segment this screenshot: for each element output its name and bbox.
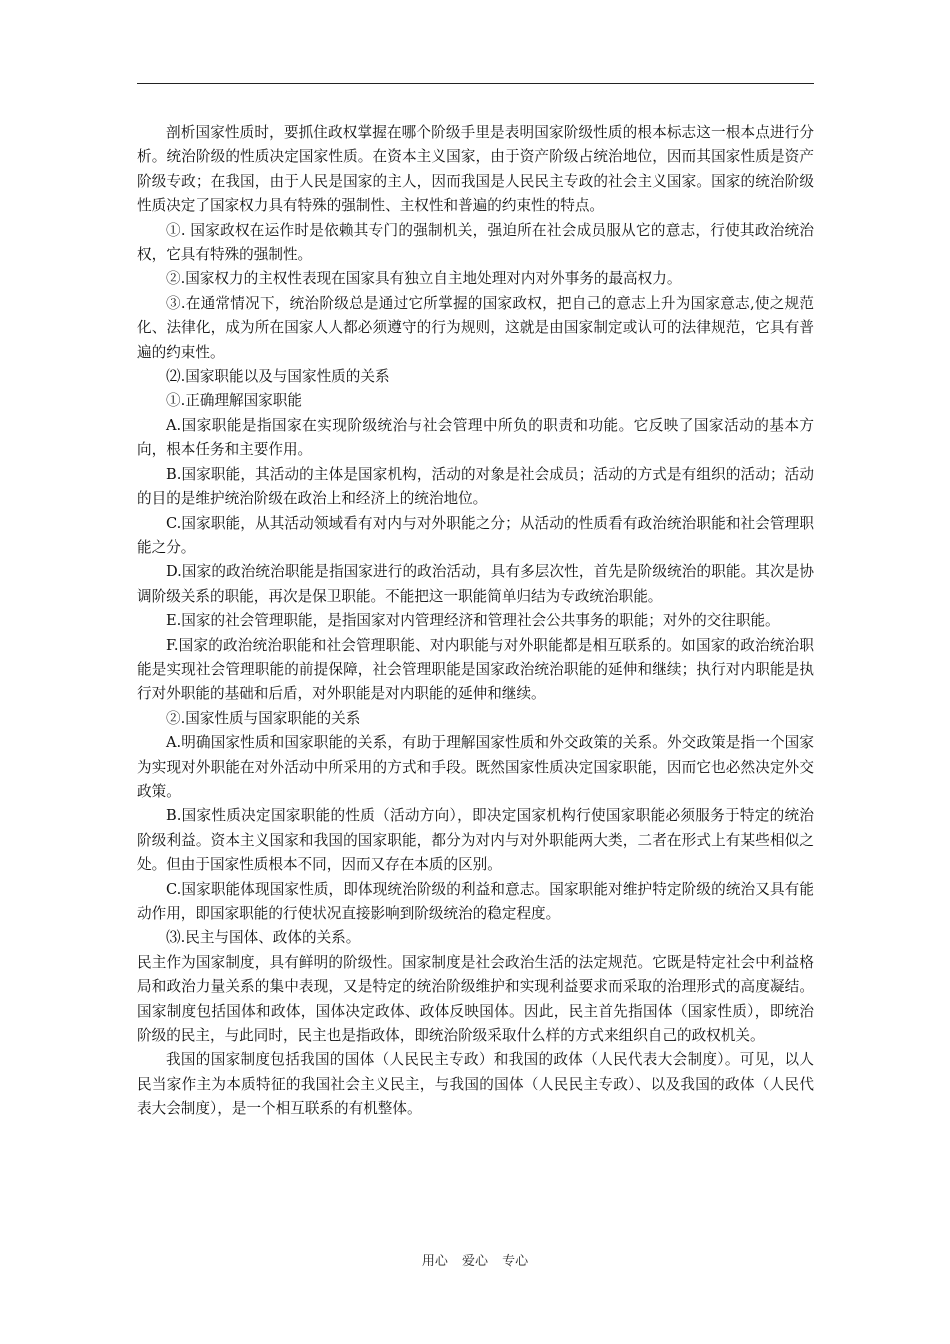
paragraph: ③.在通常情况下，统治阶级总是通过它所掌握的国家政权，把自己的意志上升为国家意志,使之规范化、法律化，成为所在国家人人都必须遵守的行为规则，这就是由国家制定或认可的法律规范，它具有普遍的约束性。: [137, 294, 814, 361]
paragraph: E.国家的社会管理职能，是指国家对内管理经济和管理社会公共事务的职能；对外的交往职能。: [166, 612, 780, 630]
paragraph: 我国的国家制度包括我国的国体（人民民主专政）和我国的政体（人民代表大会制度）。可见，以人民当家作主为本质特征的我国社会主义民主，与我国的国体（人民民主专政）、以及我国的政体（人民代表大会制度），是一个相互联系的有机整体。: [137, 1051, 814, 1118]
paragraph: B.国家性质决定国家职能的性质（活动方向），即决定国家机构行使国家职能必须服务于特定的统治阶级利益。资本主义国家和我国的国家职能，都分为对内与对外职能两大类，二者在形式上有某些相似之处。但由于国家性质根本不同，因而又存在本质的区别。: [137, 807, 814, 874]
section-heading: ⑶.民主与国体、政体的关系。: [166, 929, 361, 947]
paragraph: B.国家职能，其活动的主体是国家机构，活动的对象是社会成员；活动的方式是有组织的活动；活动的目的是维护统治阶级在政治上和经济上的统治地位。: [137, 465, 814, 508]
subsection-heading: ①.正确理解国家职能: [166, 392, 302, 410]
paragraph: A.明确国家性质和国家职能的关系，有助于理解国家性质和外交政策的关系。外交政策是指一个国家为实现对外职能在对外活动中所采用的方式和手段。既然国家性质决定国家职能，因而它也必然决定外交政策。: [137, 734, 814, 800]
document-body: [137, 121, 814, 1122]
paragraph: A.国家职能是指国家在实现阶级统治与社会管理中所负的职责和功能。它反映了国家活动的基本方向，根本任务和主要作用。: [137, 416, 814, 459]
paragraph: F.国家的政治统治职能和社会管理职能、对内职能与对外职能都是相互联系的。如国家的政治统治职能是实现社会管理职能的前提保障，社会管理职能是国家政治统治职能的延伸和继续；执行对内职能是执行对外职能的基础和后盾，对外职能是对内职能的延伸和继续。: [137, 636, 814, 703]
paragraph: ①. 国家政权在运作时是依赖其专门的强制机关，强迫所在社会成员服从它的意志，行使其政治统治权，它具有特殊的强制性。: [137, 221, 814, 264]
paragraph: 剖析国家性质时，要抓住政权掌握在哪个阶级手里是表明国家阶级性质的根本标志这一根本点进行分析。统治阶级的性质决定国家性质。在资本主义国家，由于资产阶级占统治地位，因而其国家性质是资产阶级专政；在我国，由于人民是国家的主人，因而我国是人民民主专政的社会主义国家。国家的统治阶级性质决定了国家权力具有特殊的强制性、主权性和普遍的约束性的特点。: [137, 124, 814, 215]
paragraph: D.国家的政治统治职能是指国家进行的政治活动，具有多层次性，首先是阶级统治的职能。其次是协调阶级关系的职能，再次是保卫职能。不能把这一职能简单归结为专政统治职能。: [137, 563, 814, 605]
header-rule: [137, 83, 814, 84]
paragraph: C.国家职能体现国家性质，即体现统治阶级的利益和意志。国家职能对维护特定阶级的统治又具有能动作用，即国家职能的行使状况直接影响到阶级统治的稳定程度。: [137, 880, 814, 922]
page-footer: 用心 爱心 专心: [421, 1254, 529, 1269]
paragraph: C.国家职能，从其活动领域看有对内与对外职能之分；从活动的性质看有政治统治职能和社会管理职能之分。: [137, 514, 814, 556]
section-heading: ⑵.国家职能以及与国家性质的关系: [166, 368, 390, 386]
paragraph: 民主作为国家制度，具有鲜明的阶级性。国家制度是社会政治生活的法定规范。它既是特定社会中利益格局和政治力量关系的集中表现，又是特定的统治阶级维护和实现利益要求而采取的治理形式的高度凝结。国家制度包括国体和政体，国体决定政体、政体反映国体。因此，民主首先指国体（国家性质），即统治阶级的民主，与此同时，民主也是指政体，即统治阶级采取什么样的方式来组织自己的政权机关。: [137, 953, 814, 1045]
subsection-heading: ②.国家性质与国家职能的关系: [166, 709, 361, 727]
paragraph: ②.国家权力的主权性表现在国家具有独立自主地处理对内对外事务的最高权力。: [166, 270, 682, 288]
